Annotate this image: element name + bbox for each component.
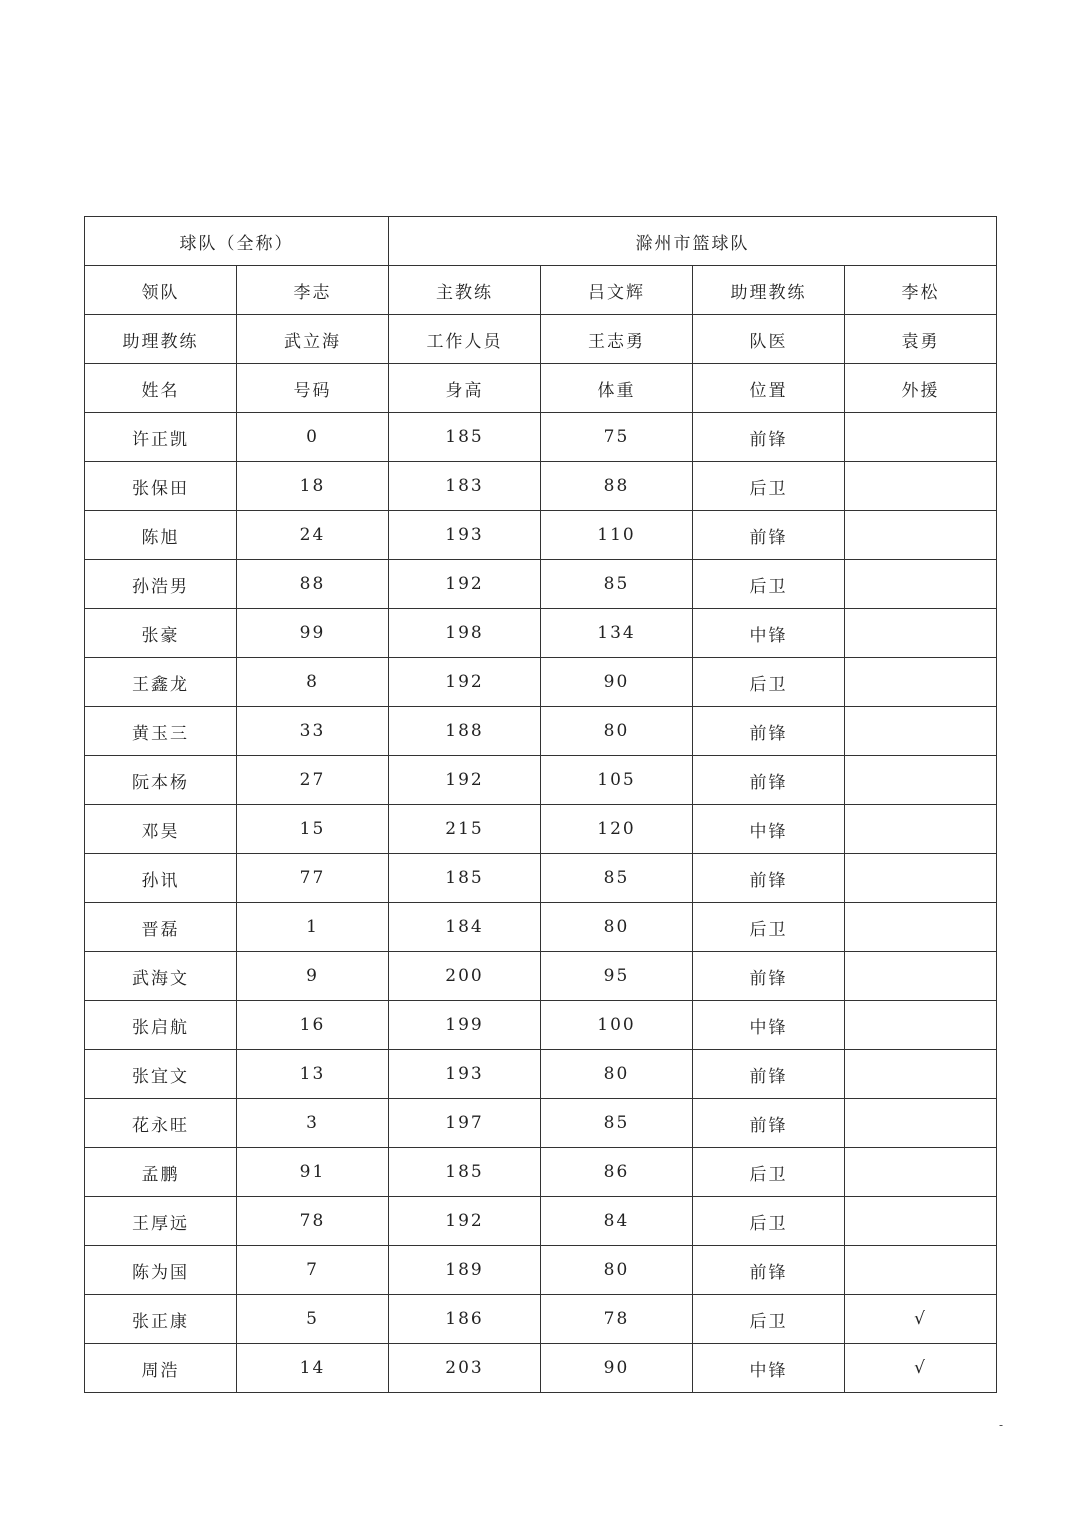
staff-row-cell: 工作人员 <box>389 315 541 364</box>
player-row-cell: 张启航 <box>85 1001 237 1050</box>
header-row <box>85 364 997 413</box>
player-row-cell: 中锋 <box>693 1001 845 1050</box>
player-row-cell: 7 <box>237 1246 389 1295</box>
staff-row-cell: 吕文辉 <box>541 266 693 315</box>
player-row-cell: 99 <box>237 609 389 658</box>
player-row-cell: 77 <box>237 854 389 903</box>
player-row <box>85 903 997 952</box>
player-row-cell: 110 <box>541 511 693 560</box>
staff-row-cell: 李志 <box>237 266 389 315</box>
player-row-cell <box>845 1099 997 1148</box>
player-row <box>85 560 997 609</box>
player-row <box>85 1001 997 1050</box>
player-row-cell: 24 <box>237 511 389 560</box>
player-row-cell: 前锋 <box>693 1099 845 1148</box>
player-row-cell: 许正凯 <box>85 413 237 462</box>
player-row-cell: 86 <box>541 1148 693 1197</box>
player-row-cell: 16 <box>237 1001 389 1050</box>
player-row-cell <box>845 413 997 462</box>
player-row-cell: 215 <box>389 805 541 854</box>
player-row-cell: 后卫 <box>693 658 845 707</box>
player-row-cell: 134 <box>541 609 693 658</box>
player-row-cell: 183 <box>389 462 541 511</box>
player-row-cell: 100 <box>541 1001 693 1050</box>
player-row-cell: 120 <box>541 805 693 854</box>
player-row-cell <box>845 756 997 805</box>
roster-table <box>84 216 997 1393</box>
player-row-cell: 前锋 <box>693 1246 845 1295</box>
player-row-cell: 192 <box>389 1197 541 1246</box>
player-row-cell <box>845 1050 997 1099</box>
player-row-cell: 后卫 <box>693 1295 845 1344</box>
player-row-cell: 前锋 <box>693 1050 845 1099</box>
player-row-cell: 90 <box>541 1344 693 1393</box>
player-row-cell: 85 <box>541 854 693 903</box>
player-row-cell <box>845 609 997 658</box>
player-row-cell <box>845 658 997 707</box>
player-row-cell: 前锋 <box>693 707 845 756</box>
player-row <box>85 1197 997 1246</box>
player-row-cell: 后卫 <box>693 903 845 952</box>
player-row-cell: 91 <box>237 1148 389 1197</box>
player-row <box>85 658 997 707</box>
player-row-cell <box>845 854 997 903</box>
player-row <box>85 1344 997 1393</box>
player-row-cell: 邓昊 <box>85 805 237 854</box>
player-row <box>85 707 997 756</box>
header-row-cell: 姓名 <box>85 364 237 413</box>
staff-row-cell: 助理教练 <box>85 315 237 364</box>
player-row-cell: 王鑫龙 <box>85 658 237 707</box>
player-row-cell: 张宜文 <box>85 1050 237 1099</box>
player-row-cell: 3 <box>237 1099 389 1148</box>
team-name: 滁州市篮球队 <box>389 217 997 266</box>
player-row-cell: 18 <box>237 462 389 511</box>
player-row-cell: 33 <box>237 707 389 756</box>
player-row-cell: 185 <box>389 1148 541 1197</box>
player-row-cell <box>845 1246 997 1295</box>
player-row-cell: 80 <box>541 903 693 952</box>
player-row-cell <box>845 1148 997 1197</box>
player-row-cell <box>845 560 997 609</box>
player-row-cell: 前锋 <box>693 952 845 1001</box>
player-row-cell: 中锋 <box>693 805 845 854</box>
player-row-cell: 84 <box>541 1197 693 1246</box>
player-row <box>85 1246 997 1295</box>
player-row-cell: 中锋 <box>693 1344 845 1393</box>
team-label: 球队（全称） <box>85 217 389 266</box>
player-row-cell: 13 <box>237 1050 389 1099</box>
header-row-cell: 外援 <box>845 364 997 413</box>
staff-row-cell: 助理教练 <box>693 266 845 315</box>
player-row-cell <box>845 1001 997 1050</box>
player-row-cell: 14 <box>237 1344 389 1393</box>
player-row-cell: 192 <box>389 756 541 805</box>
staff-row-cell: 王志勇 <box>541 315 693 364</box>
staff-row-cell: 领队 <box>85 266 237 315</box>
player-row-cell: 前锋 <box>693 756 845 805</box>
header-row-cell: 号码 <box>237 364 389 413</box>
player-row <box>85 1099 997 1148</box>
player-row-cell: 陈旭 <box>85 511 237 560</box>
staff-row <box>85 266 997 315</box>
player-row-cell: 192 <box>389 560 541 609</box>
player-row-cell <box>845 1197 997 1246</box>
staff-row-cell: 武立海 <box>237 315 389 364</box>
header-row-cell: 位置 <box>693 364 845 413</box>
player-row <box>85 1148 997 1197</box>
player-row-cell: 95 <box>541 952 693 1001</box>
player-row-cell <box>845 903 997 952</box>
player-row-cell: 前锋 <box>693 413 845 462</box>
player-row-cell: 前锋 <box>693 511 845 560</box>
player-row-cell: 75 <box>541 413 693 462</box>
player-row-cell: 晋磊 <box>85 903 237 952</box>
staff-row <box>85 315 997 364</box>
player-row-cell: 9 <box>237 952 389 1001</box>
player-row-cell: 孟鹏 <box>85 1148 237 1197</box>
player-row-cell: 27 <box>237 756 389 805</box>
player-row-cell: 黄玉三 <box>85 707 237 756</box>
player-row-cell: 武海文 <box>85 952 237 1001</box>
player-row-cell: 105 <box>541 756 693 805</box>
player-row-cell: 198 <box>389 609 541 658</box>
player-row-cell <box>845 952 997 1001</box>
player-row-cell: 184 <box>389 903 541 952</box>
player-row-cell: 周浩 <box>85 1344 237 1393</box>
player-row-cell <box>845 511 997 560</box>
player-row-cell: 张正康 <box>85 1295 237 1344</box>
player-row <box>85 1295 997 1344</box>
staff-row-cell: 主教练 <box>389 266 541 315</box>
player-row-cell: 中锋 <box>693 609 845 658</box>
team-row <box>85 217 997 266</box>
player-row-cell: 后卫 <box>693 1197 845 1246</box>
player-row-cell: 185 <box>389 854 541 903</box>
player-row-cell: 199 <box>389 1001 541 1050</box>
staff-row-cell: 李松 <box>845 266 997 315</box>
player-row <box>85 609 997 658</box>
player-row-cell: 85 <box>541 560 693 609</box>
player-row-cell: 王厚远 <box>85 1197 237 1246</box>
player-row-cell: 78 <box>237 1197 389 1246</box>
player-row-cell: 张保田 <box>85 462 237 511</box>
player-row-cell: 78 <box>541 1295 693 1344</box>
player-row <box>85 756 997 805</box>
player-row-cell: 188 <box>389 707 541 756</box>
player-row-cell: 阮本杨 <box>85 756 237 805</box>
player-row <box>85 854 997 903</box>
player-row-cell: 5 <box>237 1295 389 1344</box>
player-row-cell <box>845 707 997 756</box>
player-row-cell: 193 <box>389 1050 541 1099</box>
staff-row-cell: 袁勇 <box>845 315 997 364</box>
player-row-cell: 200 <box>389 952 541 1001</box>
player-row-cell: 孙浩男 <box>85 560 237 609</box>
player-row-cell: 80 <box>541 1050 693 1099</box>
player-row <box>85 805 997 854</box>
player-row-cell: 88 <box>237 560 389 609</box>
player-row-cell: 203 <box>389 1344 541 1393</box>
player-row-cell: 85 <box>541 1099 693 1148</box>
player-row-cell: 前锋 <box>693 854 845 903</box>
player-row-cell: 后卫 <box>693 462 845 511</box>
player-row-cell: 88 <box>541 462 693 511</box>
player-row-cell: 陈为国 <box>85 1246 237 1295</box>
player-row-cell: 197 <box>389 1099 541 1148</box>
player-row-cell: 1 <box>237 903 389 952</box>
player-row-cell: 185 <box>389 413 541 462</box>
player-row-cell: √ <box>845 1295 997 1344</box>
player-row-cell: 80 <box>541 707 693 756</box>
player-row-cell: 15 <box>237 805 389 854</box>
player-row-cell: 后卫 <box>693 1148 845 1197</box>
header-row-cell: 身高 <box>389 364 541 413</box>
player-row-cell <box>845 462 997 511</box>
staff-row-cell: 队医 <box>693 315 845 364</box>
player-row <box>85 462 997 511</box>
player-row-cell: 8 <box>237 658 389 707</box>
player-row <box>85 952 997 1001</box>
player-row-cell: 张豪 <box>85 609 237 658</box>
player-row-cell: √ <box>845 1344 997 1393</box>
player-row-cell: 192 <box>389 658 541 707</box>
player-row-cell: 193 <box>389 511 541 560</box>
player-row-cell: 孙讯 <box>85 854 237 903</box>
player-row-cell: 0 <box>237 413 389 462</box>
player-row-cell: 189 <box>389 1246 541 1295</box>
player-row-cell: 花永旺 <box>85 1099 237 1148</box>
player-row-cell <box>845 805 997 854</box>
header-row-cell: 体重 <box>541 364 693 413</box>
player-row-cell: 90 <box>541 658 693 707</box>
player-row <box>85 1050 997 1099</box>
player-row-cell: 186 <box>389 1295 541 1344</box>
player-row-cell: 80 <box>541 1246 693 1295</box>
player-row <box>85 413 997 462</box>
player-row <box>85 511 997 560</box>
player-row-cell: 后卫 <box>693 560 845 609</box>
page-mark: - <box>999 1418 1004 1432</box>
